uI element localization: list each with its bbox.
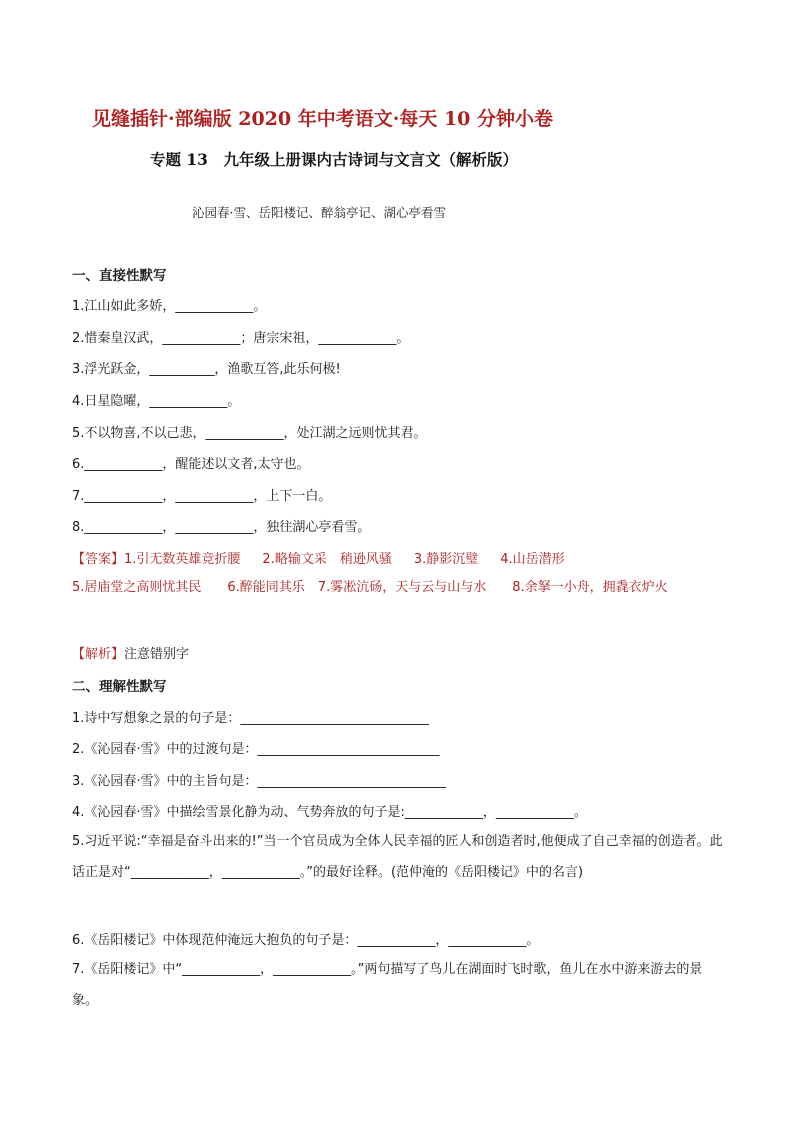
topic-list: 沁园春·雪、岳阳楼记、醉翁亭记、湖心亭看雪 [192,205,446,220]
question-2-4: 4.《沁园春·雪》中描绘雪景化静为动、气势奔放的句子是:____________，____________。 [72,805,587,820]
question-1-2: 2.惜秦皇汉武，____________；唐宗宋祖，____________。 [72,331,410,346]
analysis-text: 注意错别字 [124,647,190,662]
answer-tag: 【答案】 [72,552,125,567]
section-heading-comprehension-recitation: 二、理解性默写 [72,679,167,695]
document-subtitle: 专题 13 九年级上册课内古诗词与文言文（解析版） [150,150,518,169]
analysis-tag: 【解析】 [72,647,125,662]
answer-row-2: 5.居庙堂之高则忧其民 6.醉能同其乐 7.雾凇沆砀，天与云与山与水 8.余拏一小舟，拥毳衣炉火 [72,580,668,595]
document-title: 见缝插针·部编版 2020 年中考语文·每天 10 分钟小卷 [92,108,554,130]
analysis-row [72,643,732,662]
question-2-3: 3.《沁园春·雪》中的主旨句是：_____________________________ [72,774,447,789]
question-1-6: 6.____________，醒能述以文者,太守也。 [72,457,310,472]
question-1-1: 1.江山如此多娇，____________。 [72,299,267,314]
question-2-5: 5.习近平说:“幸福是奋斗出来的!”当一个官员成为全体人民幸福的匠人和创造者时,他便成了自己幸福的创造者。此话正是对“____________，____________。”的最好诠释。(范仲淹的《岳阳楼记》中的名言) [72,834,723,880]
answer-item: 3.静影沉璧 [413,552,479,567]
question-2-1: 1.诗中写想象之景的句子是：_____________________________ [72,711,429,726]
question-2-6: 6.《岳阳楼记》中体现范仲淹远大抱负的句子是：____________，____________。 [72,933,540,948]
answer-item: 2.略输文采 稍逊风骚 [262,552,392,567]
answer-item: 1.引无数英雄竞折腰 [124,552,241,567]
question-1-5: 5.不以物喜,不以己悲，____________，处江湖之远则忧其君。 [72,426,427,441]
answer-item: 4.山岳潜形 [500,552,565,567]
answer-row-1 [72,548,732,567]
section-heading-direct-recitation: 一、直接性默写 [72,268,167,284]
question-1-4: 4.日星隐曜，____________。 [72,394,241,409]
question-1-8: 8.____________，____________，独往湖心亭看雪。 [72,520,371,535]
question-2-7: 7.《岳阳楼记》中“____________，____________。”两句描写了鸟儿在湖面时飞时歌，鱼儿在水中游来游去的景象。 [72,962,703,1008]
question-1-7: 7.____________，____________，上下一白。 [72,489,332,504]
question-1-3: 3.浮光跃金，__________，渔歌互答,此乐何极! [72,362,341,377]
question-2-2: 2.《沁园春·雪》中的过渡句是：____________________________ [72,742,440,757]
